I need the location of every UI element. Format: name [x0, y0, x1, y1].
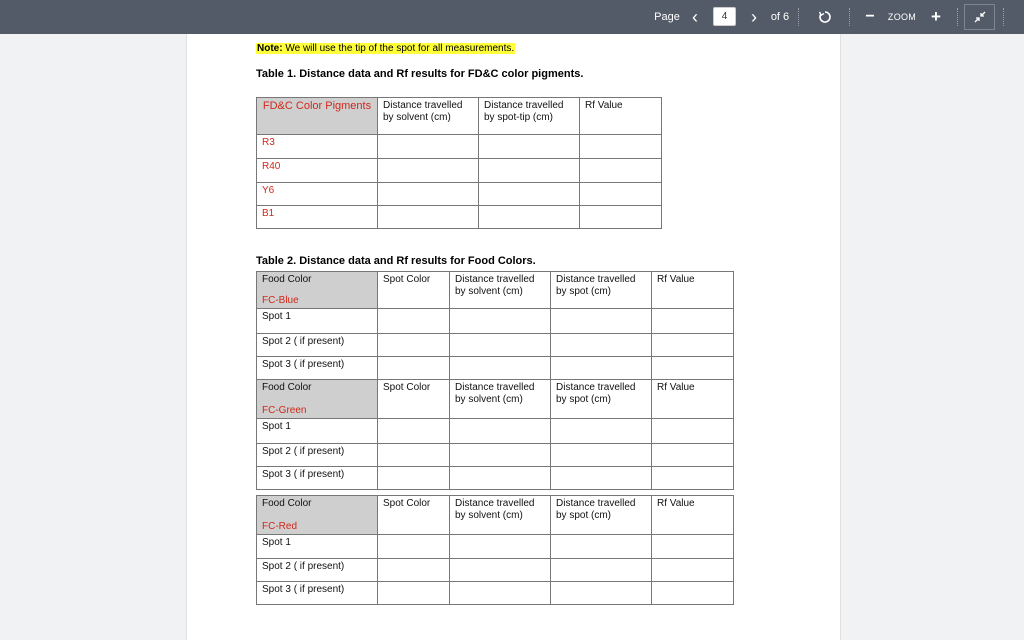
table2-header: Distance travelled by spot (cm): [551, 496, 652, 535]
spot-label: Spot 3 ( if present): [257, 582, 378, 605]
table-row: [257, 357, 734, 380]
food-color-header: Food Color FC-Green: [257, 380, 378, 419]
table2-header: Distance travelled by spot (cm): [551, 272, 652, 309]
note-text: We will use the tip of the spot for all measurements.: [285, 43, 515, 54]
toolbar-divider: [957, 8, 958, 26]
table-cell: [450, 419, 551, 444]
table-cell: [551, 559, 652, 582]
zoom-label: ZOOM: [887, 12, 917, 22]
table1-caption: Table 1. Distance data and Rf results for FD&C color pigments.: [256, 68, 584, 80]
table-cell: [580, 206, 662, 229]
table-cell: [479, 135, 580, 159]
table-cell: [450, 582, 551, 605]
table-row: [257, 444, 734, 467]
table-row: [257, 309, 734, 334]
pigment-label: R3: [257, 135, 378, 159]
table-row: [257, 419, 734, 444]
pdf-toolbar: [0, 0, 1024, 34]
table-cell: [378, 334, 450, 357]
note-prefix: Note:: [257, 43, 283, 54]
spot-label: Spot 2 ( if present): [257, 444, 378, 467]
table-cell: [450, 467, 551, 490]
table1-header-row: [257, 98, 662, 135]
table2-header: Distance travelled by spot (cm): [551, 380, 652, 419]
table-row: [257, 559, 734, 582]
table1: [256, 97, 662, 229]
table-row: [257, 467, 734, 490]
table2-header: Distance travelled by solvent (cm): [450, 380, 551, 419]
table-cell: [652, 419, 734, 444]
table-row: [257, 159, 662, 183]
table-cell: [551, 444, 652, 467]
spot-label: Spot 3 ( if present): [257, 467, 378, 490]
toolbar-divider: [849, 8, 850, 26]
spot-label: Spot 1: [257, 419, 378, 444]
table1-header: Distance travelled by spot-tip (cm): [479, 98, 580, 135]
table-cell: [580, 183, 662, 206]
table-cell: [652, 444, 734, 467]
table2: [256, 271, 734, 605]
table1-header: Rf Value: [580, 98, 662, 135]
pigment-label: B1: [257, 206, 378, 229]
toolbar-divider: [1003, 8, 1004, 26]
prev-page-icon[interactable]: ‹: [692, 6, 698, 27]
table-cell: [479, 206, 580, 229]
table2-header: Distance travelled by solvent (cm): [450, 272, 551, 309]
table-cell: [652, 309, 734, 334]
table2-header: Rf Value: [652, 380, 734, 419]
table-cell: [378, 206, 479, 229]
table-cell: [378, 444, 450, 467]
food-color-name: FC-Blue: [262, 295, 299, 306]
rotate-icon[interactable]: [815, 0, 835, 34]
table-cell: [378, 559, 450, 582]
table-row: [257, 206, 662, 229]
table-cell: [378, 582, 450, 605]
document-page: [186, 34, 841, 640]
table-cell: [378, 309, 450, 334]
table-cell: [378, 135, 479, 159]
table-row: [257, 582, 734, 605]
page-number-input[interactable]: [713, 7, 736, 26]
zoom-in-icon[interactable]: +: [931, 7, 941, 26]
table-cell: [551, 419, 652, 444]
table-cell: [378, 357, 450, 380]
table-cell: [450, 444, 551, 467]
table-cell: [551, 582, 652, 605]
table2-header: Spot Color: [378, 272, 450, 309]
spot-label: Spot 2 ( if present): [257, 334, 378, 357]
table-cell: [378, 183, 479, 206]
zoom-out-icon[interactable]: −: [865, 8, 875, 25]
food-color-name: FC-Green: [262, 405, 307, 416]
table-cell: [378, 159, 479, 183]
table-cell: [652, 467, 734, 490]
table-cell: [652, 582, 734, 605]
next-page-icon[interactable]: ›: [751, 6, 757, 27]
table-cell: [580, 135, 662, 159]
table-cell: [479, 159, 580, 183]
table2-caption: Table 2. Distance data and Rf results for Food Colors.: [256, 255, 536, 267]
table-cell: [378, 535, 450, 559]
table-cell: [551, 309, 652, 334]
table2-header: Spot Color: [378, 496, 450, 535]
page-label: Page: [654, 11, 680, 23]
food-color-name: FC-Red: [262, 521, 298, 532]
spot-label: Spot 2 ( if present): [257, 559, 378, 582]
table-cell: [378, 419, 450, 444]
table2-header-row: [257, 496, 734, 535]
table-cell: [551, 357, 652, 380]
table-cell: [479, 183, 580, 206]
table-row: [257, 535, 734, 559]
table1-header: FD&C Color Pigments: [257, 98, 378, 135]
table2-header: Spot Color: [378, 380, 450, 419]
table-cell: [551, 467, 652, 490]
table-cell: [652, 559, 734, 582]
table-cell: [652, 357, 734, 380]
table-cell: [378, 467, 450, 490]
food-color-header: Food Color FC-Red: [257, 496, 378, 535]
table-cell: [580, 159, 662, 183]
table-cell: [450, 559, 551, 582]
table2-header: Rf Value: [652, 496, 734, 535]
pigment-label: Y6: [257, 183, 378, 206]
toolbar-divider: [798, 8, 799, 26]
measurement-note: [256, 43, 515, 54]
pigment-label: R40: [257, 159, 378, 183]
table-cell: [450, 535, 551, 559]
table1-header: Distance travelled by solvent (cm): [378, 98, 479, 135]
page-total: of 6: [770, 11, 790, 23]
spot-label: Spot 1: [257, 535, 378, 559]
table-row: [257, 135, 662, 159]
table2-header: Distance travelled by solvent (cm): [450, 496, 551, 535]
exit-fullscreen-icon[interactable]: [964, 4, 995, 30]
table-cell: [551, 334, 652, 357]
table-cell: [652, 535, 734, 559]
table-cell: [450, 357, 551, 380]
food-color-header: Food Color FC-Blue: [257, 272, 378, 309]
table-cell: [551, 535, 652, 559]
spot-label: Spot 3 ( if present): [257, 357, 378, 380]
table2-header-row: [257, 380, 734, 419]
table2-header: Rf Value: [652, 272, 734, 309]
table2-header-row: [257, 272, 734, 309]
table-cell: [652, 334, 734, 357]
table-row: [257, 183, 662, 206]
table-cell: [450, 334, 551, 357]
table-row: [257, 334, 734, 357]
spot-label: Spot 1: [257, 309, 378, 334]
table-cell: [450, 309, 551, 334]
